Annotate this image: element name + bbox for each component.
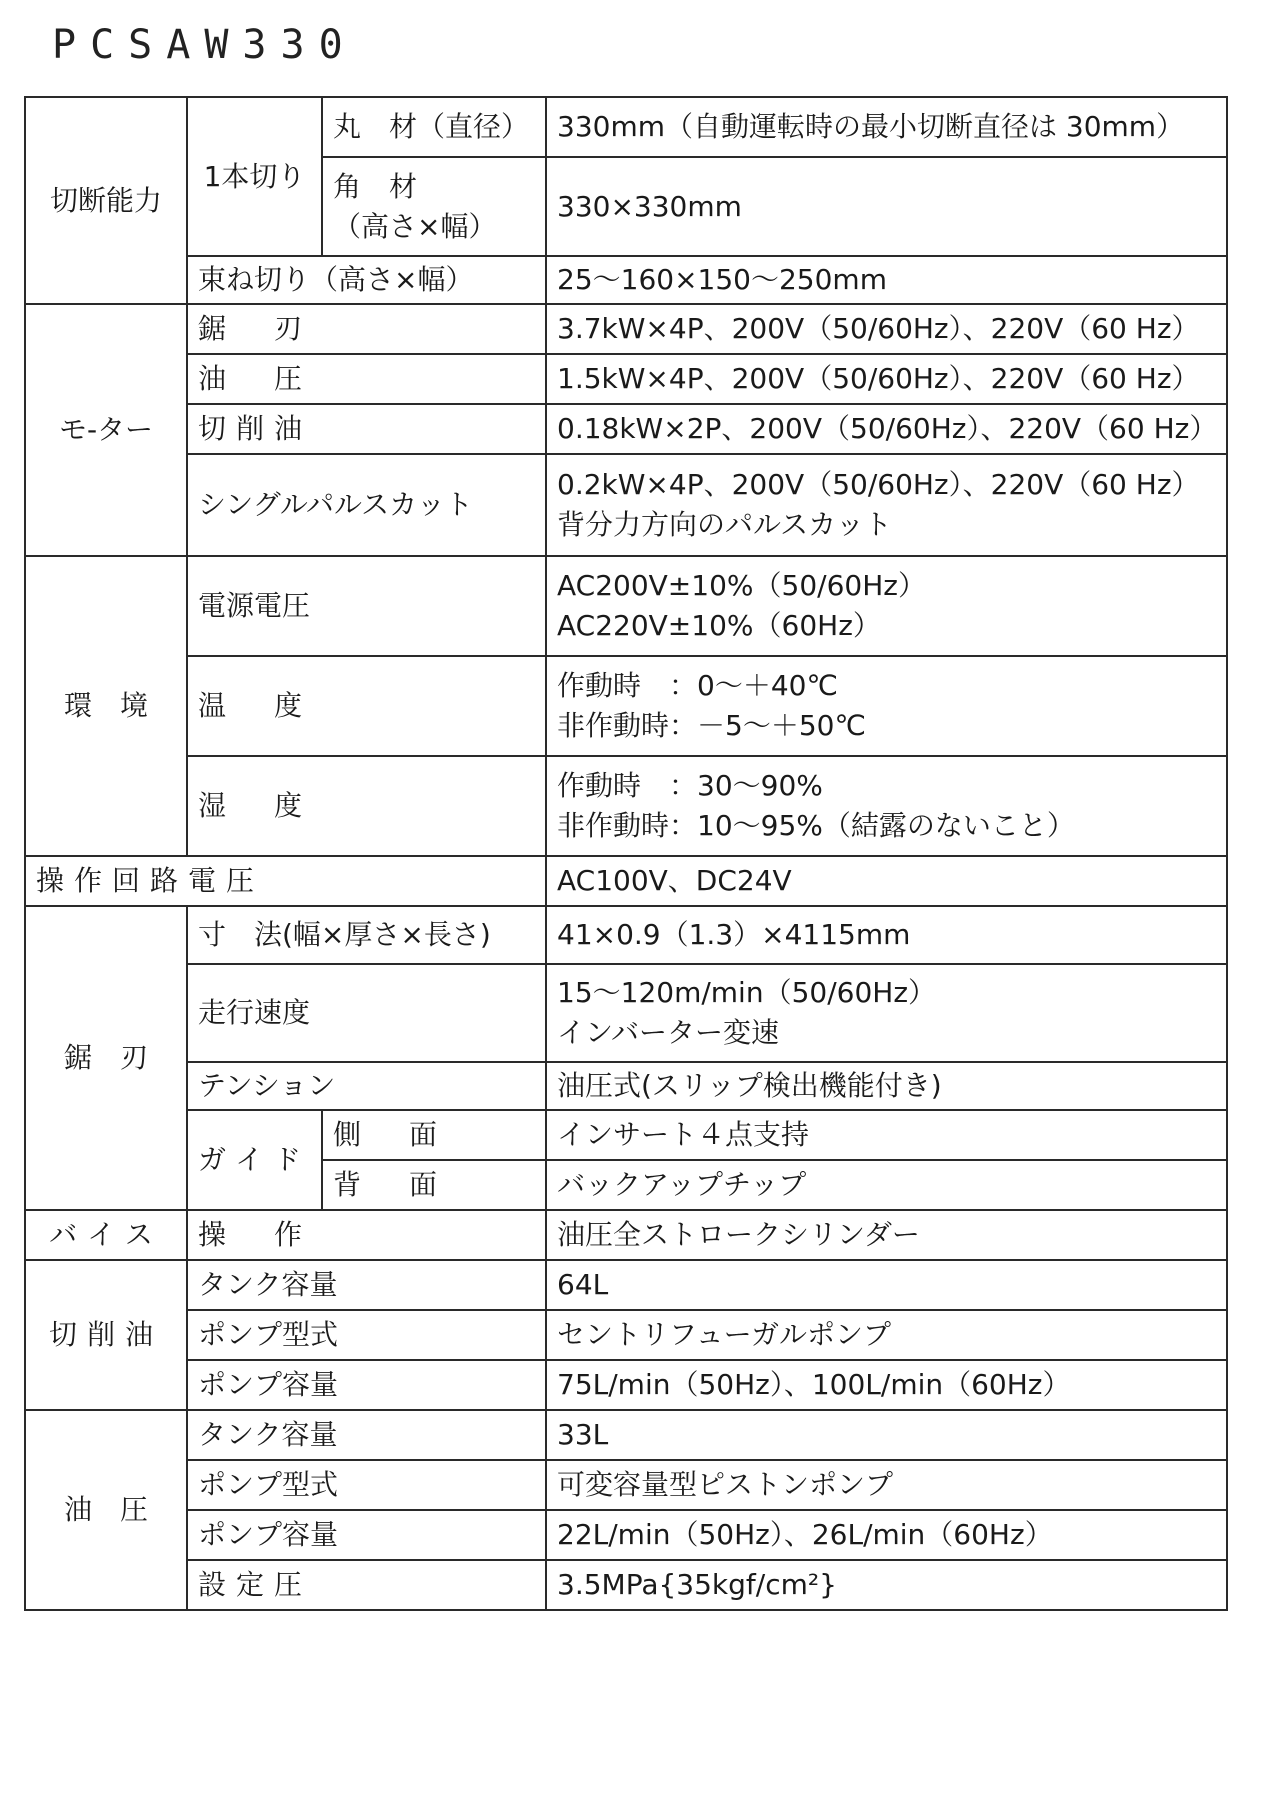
value-blade-speed-line1: 15～120m/min（50/60Hz） <box>557 976 937 1009</box>
table-row <box>25 1210 1227 1260</box>
label-blade-tension: テンション <box>187 1062 546 1110</box>
table-row <box>25 1062 1227 1110</box>
table-row <box>25 354 1227 404</box>
label-square-line2: （高さ×幅） <box>333 209 497 243</box>
value-humidity <box>546 756 1227 856</box>
value-motor-saw: 3.7kW×4P、200V（50/60Hz）、220V（60 Hz） <box>546 304 1227 354</box>
table-row <box>25 97 1227 157</box>
label-motor-coolant: 切削油 <box>187 404 546 454</box>
category-cutting: 切断能力 <box>25 97 187 304</box>
value-blade-speed <box>546 964 1227 1062</box>
value-coolant-tank: 64L <box>546 1260 1227 1310</box>
table-row <box>25 454 1227 556</box>
label-square <box>322 157 546 256</box>
label-vise-operation: 操 作 <box>187 1210 546 1260</box>
value-control-voltage: AC100V、DC24V <box>546 856 1227 906</box>
category-coolant: 切削油 <box>25 1260 187 1410</box>
value-motor-pulse-line2: 背分力方向のパルスカット <box>557 507 892 541</box>
label-single-cut: 1本切り <box>187 97 322 256</box>
category-motor: モ-ター <box>25 304 187 556</box>
value-square: 330×330mm <box>546 157 1227 256</box>
category-hydraulic: 油 圧 <box>25 1410 187 1610</box>
label-coolant-pump-capacity: ポンプ容量 <box>187 1360 546 1410</box>
value-temperature <box>546 656 1227 756</box>
value-humidity-line1: 作動時 ：30～90% <box>557 769 823 802</box>
spec-table <box>24 96 1228 1611</box>
category-environment: 環 境 <box>25 556 187 856</box>
label-guide-side: 側 面 <box>322 1110 546 1160</box>
table-row <box>25 1460 1227 1510</box>
table-row <box>25 1560 1227 1610</box>
value-power-line1: AC200V±10%（50/60Hz） <box>557 569 926 602</box>
label-humidity: 湿 度 <box>187 756 546 856</box>
label-blade-guide: ガイド <box>187 1110 322 1210</box>
category-blade: 鋸 刃 <box>25 906 187 1210</box>
table-row <box>25 964 1227 1062</box>
label-hydraulic-pump-capacity: ポンプ容量 <box>187 1510 546 1560</box>
value-hydraulic-set-pressure: 3.5MPa{35kgf/cm²} <box>546 1560 1227 1610</box>
table-row <box>25 556 1227 656</box>
table-row <box>25 1110 1227 1160</box>
value-blade-tension: 油圧式(スリップ検出機能付き) <box>546 1062 1227 1110</box>
table-row <box>25 1510 1227 1560</box>
value-vise-operation: 油圧全ストロークシリンダー <box>546 1210 1227 1260</box>
value-guide-side: インサート４点支持 <box>546 1110 1227 1160</box>
value-temperature-line2: 非作動時：－5～＋50℃ <box>557 708 866 742</box>
page-title: PCSAW330 <box>52 22 357 68</box>
value-guide-back: バックアップチップ <box>546 1160 1227 1210</box>
value-motor-hyd: 1.5kW×4P、200V（50/60Hz）、220V（60 Hz） <box>546 354 1227 404</box>
label-bundle: 束ね切り（高さ×幅） <box>187 256 546 304</box>
label-hydraulic-tank: タンク容量 <box>187 1410 546 1460</box>
table-row <box>25 906 1227 964</box>
label-hydraulic-pump-type: ポンプ型式 <box>187 1460 546 1510</box>
table-row <box>25 304 1227 354</box>
value-bundle: 25～160×150～250mm <box>546 256 1227 304</box>
value-motor-pulse-line1: 0.2kW×4P、200V（50/60Hz）、220V（60 Hz） <box>557 468 1200 501</box>
label-motor-hyd: 油 圧 <box>187 354 546 404</box>
value-temperature-line1: 作動時 ：0～＋40℃ <box>557 669 838 702</box>
value-coolant-pump-capacity: 75L/min（50Hz）、100L/min（60Hz） <box>546 1360 1227 1410</box>
label-hydraulic-set-pressure: 設定圧 <box>187 1560 546 1610</box>
table-row <box>25 1260 1227 1310</box>
label-square-line1: 角 材 <box>333 169 418 203</box>
table-row <box>25 656 1227 756</box>
value-motor-pulse <box>546 454 1227 556</box>
value-motor-coolant: 0.18kW×2P、200V（50/60Hz）、220V（60 Hz） <box>546 404 1227 454</box>
table-row <box>25 856 1227 906</box>
value-blade-size: 41×0.9（1.3）×4115mm <box>546 906 1227 964</box>
value-power <box>546 556 1227 656</box>
value-round: 330mm（自動運転時の最小切断直径は 30mm） <box>546 97 1227 157</box>
table-row <box>25 756 1227 856</box>
label-guide-back: 背 面 <box>322 1160 546 1210</box>
table-row <box>25 1360 1227 1410</box>
label-blade-speed: 走行速度 <box>187 964 546 1062</box>
category-vise: バイス <box>25 1210 187 1260</box>
value-hydraulic-pump-capacity: 22L/min（50Hz）、26L/min（60Hz） <box>546 1510 1227 1560</box>
value-humidity-line2: 非作動時：10～95%（結露のないこと） <box>557 808 1075 842</box>
value-hydraulic-pump-type: 可変容量型ピストンポンプ <box>546 1460 1227 1510</box>
label-coolant-tank: タンク容量 <box>187 1260 546 1310</box>
label-control-voltage: 操作回路電圧 <box>25 856 546 906</box>
label-blade-size: 寸 法(幅×厚さ×長さ) <box>187 906 546 964</box>
label-coolant-pump-type: ポンプ型式 <box>187 1310 546 1360</box>
label-power: 電源電圧 <box>187 556 546 656</box>
label-motor-saw: 鋸 刃 <box>187 304 546 354</box>
table-row <box>25 1310 1227 1360</box>
label-motor-pulse: シングルパルスカット <box>187 454 546 556</box>
label-round: 丸 材（直径） <box>322 97 546 157</box>
value-blade-speed-line2: インバーター変速 <box>557 1015 780 1049</box>
value-hydraulic-tank: 33L <box>546 1410 1227 1460</box>
table-row <box>25 256 1227 304</box>
table-row <box>25 1410 1227 1460</box>
value-coolant-pump-type: セントリフューガルポンプ <box>546 1310 1227 1360</box>
table-row <box>25 404 1227 454</box>
value-power-line2: AC220V±10%（60Hz） <box>557 608 881 642</box>
label-temperature: 温 度 <box>187 656 546 756</box>
